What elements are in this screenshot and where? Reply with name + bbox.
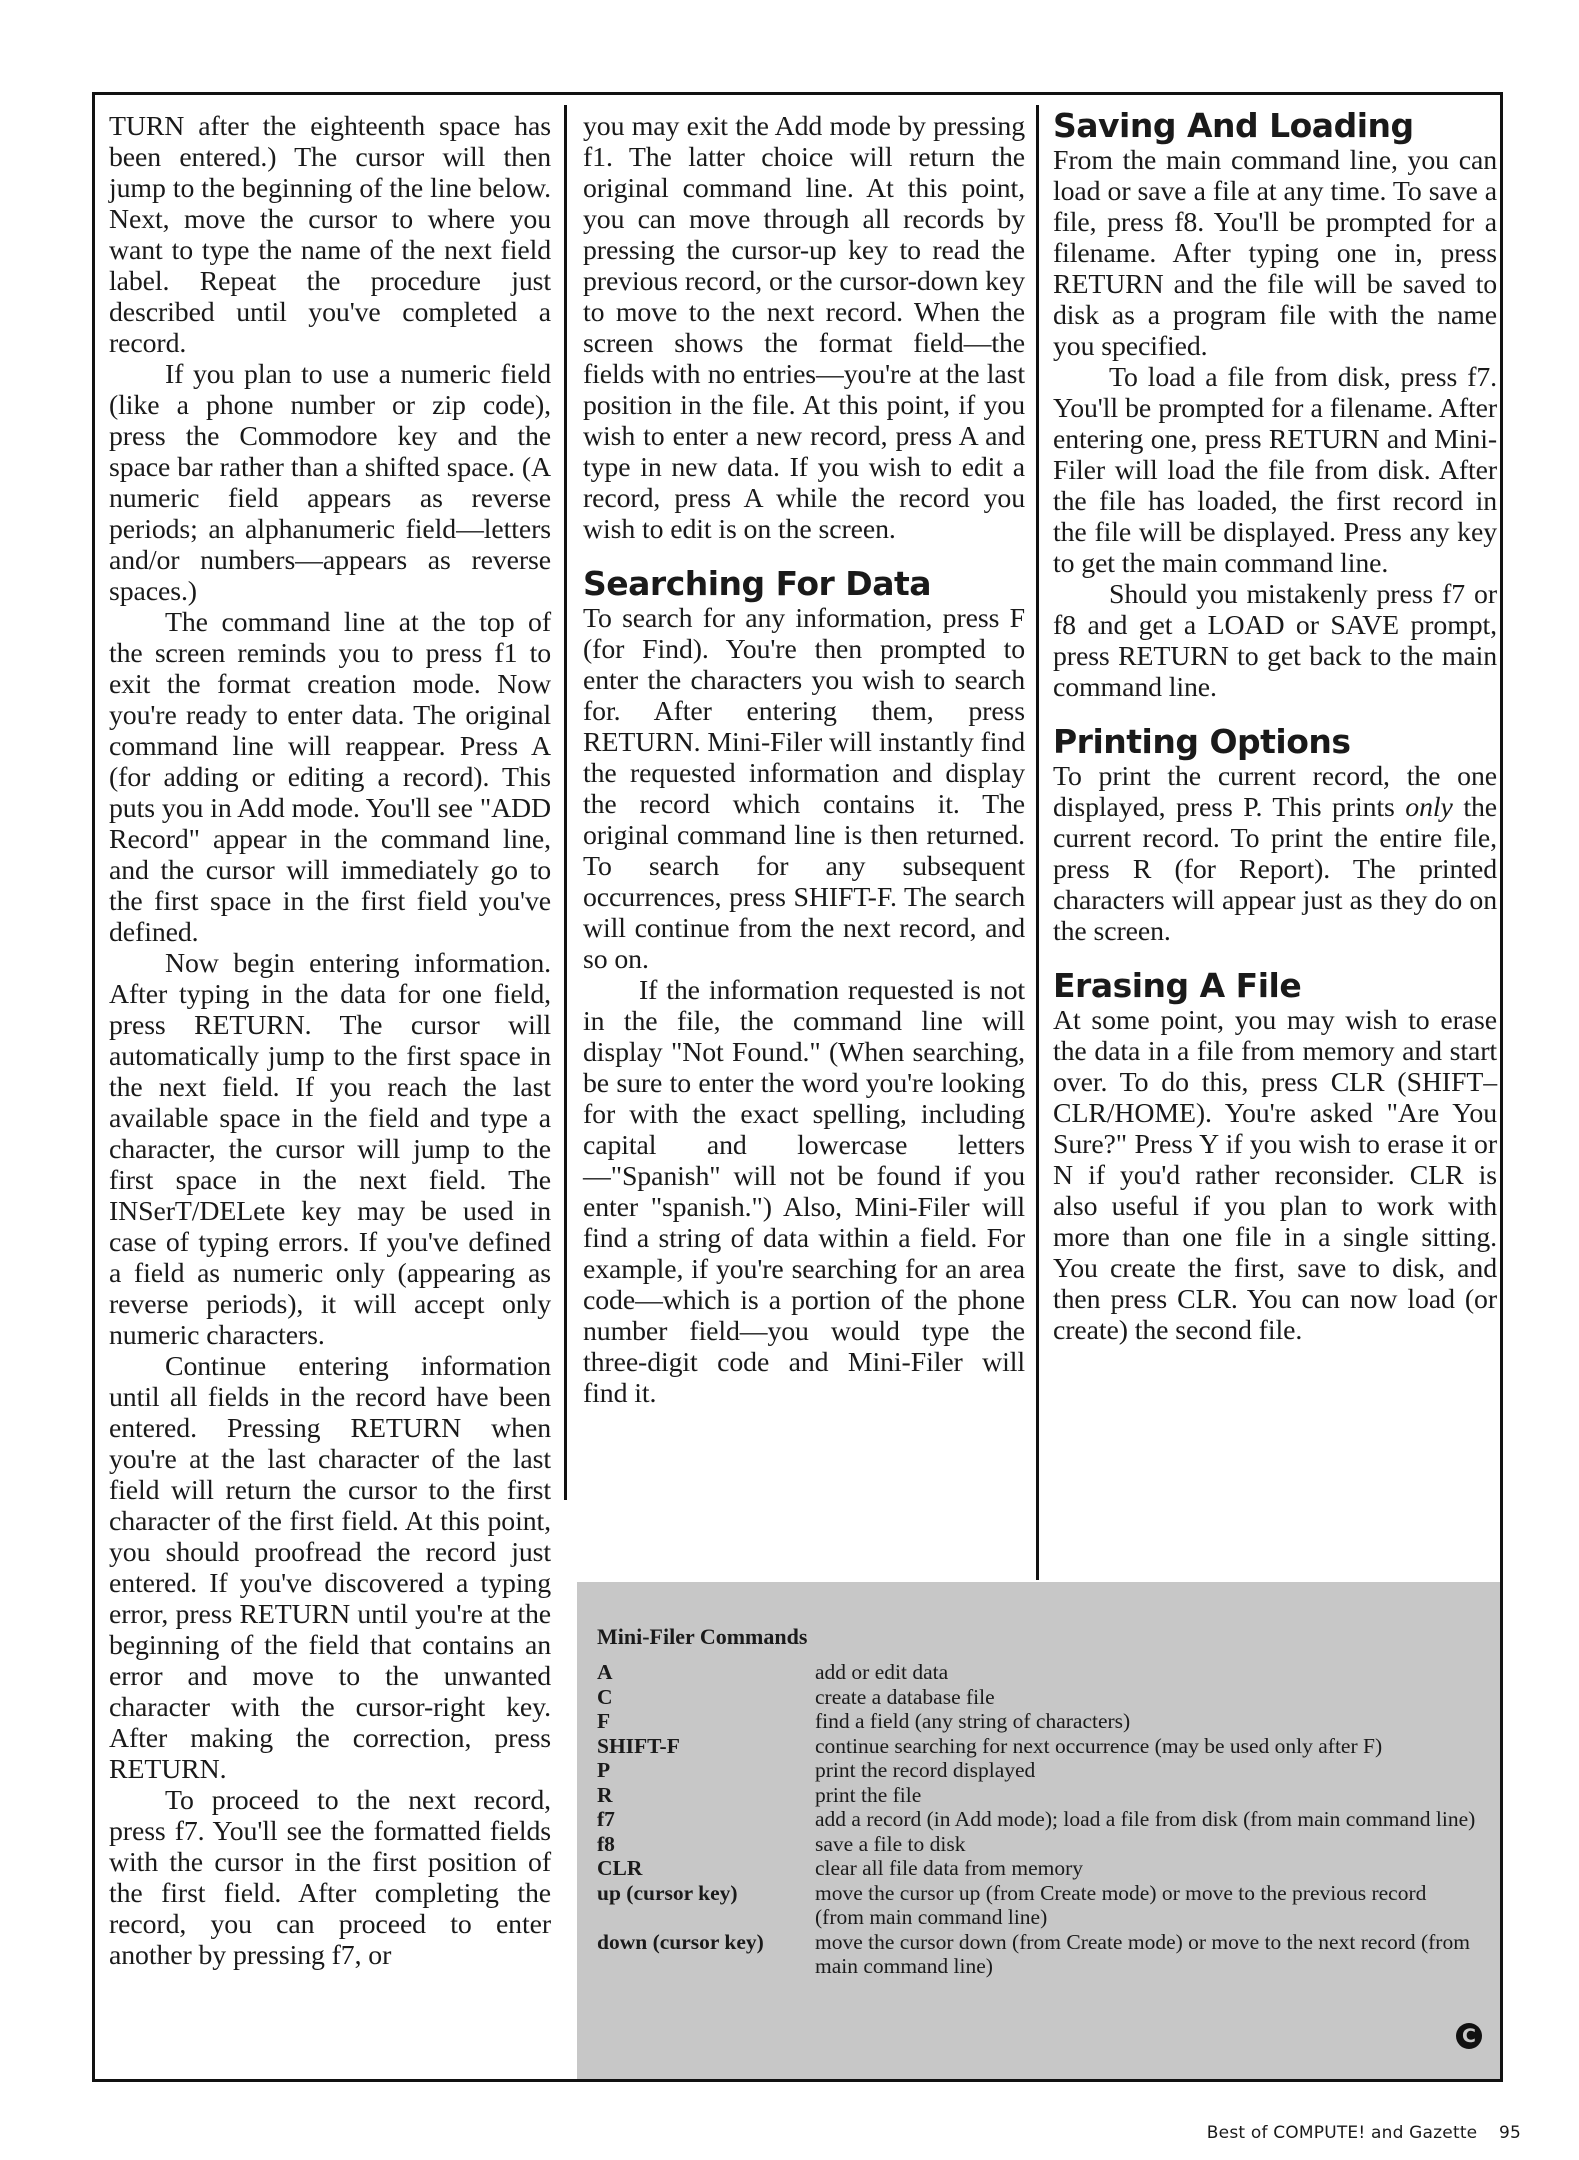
article-frame [92,92,1503,2082]
command-row [597,1930,1480,1979]
column-1 [109,111,551,1971]
column-divider [564,105,567,1500]
section-heading-erasing: Erasing A File [1053,966,1302,1005]
paragraph: If you plan to use a numeric field (like a phone number or zip code), press the Commodore key and the space bar rather than a shifted space. (A numeric field appears as reverse periods; an alphanumeric field—letters and/or numbers—appears as reverse spaces.) [109,359,551,607]
command-key: F [597,1709,611,1733]
command-row [597,1807,1480,1832]
paragraph: Should you mistakenly press f7 or f8 and get a LOAD or SAVE prompt, press RETURN to get back to the main command line. [1053,579,1497,703]
column-2 [583,111,1025,1409]
text-run: To print the current record, the one displayed, press P. This prints [1053,761,1497,823]
paragraph: TURN after the eighteenth space has been entered.) The cursor will then jump to the beginning of the line below. Next, move the cursor to where you want to type the name of the next field label. Repeat the procedure just described until you've completed a record. [109,111,551,359]
command-key: A [597,1660,613,1684]
emphasis: only [1405,792,1453,823]
command-description: add or edit data [815,1660,949,1684]
command-description: create a database file [815,1684,995,1709]
command-description: find a field (any string of characters) [815,1709,1131,1733]
paragraph [1053,761,1497,947]
page-number: 95 [1498,2123,1521,2143]
command-row [597,1832,1480,1857]
paragraph: The command line at the top of the screen reminds you to press f1 to exit the format creation mode. Now you're ready to enter data. The original command line will reappear. Press A (for adding or editing a record). This puts you in Add mode. You'll see "ADD Record" appear in the command line, and the cursor will immediately go to the first space in the first field you've defined. [109,607,551,948]
compute-logo-icon: C [1456,2023,1482,2049]
column-3 [1053,107,1497,1346]
page-footer [1207,2123,1521,2143]
commands-sidebar [577,1582,1500,2079]
command-key: R [597,1782,613,1807]
paragraph: To load a file from disk, press f7. You'll be prompted for a filename. After entering one, press RETURN and Mini-Filer will load the file from disk. After the file has loaded, the first record in the file will be displayed. Press any key to get the main command line. [1053,362,1497,579]
command-description: continue searching for next occurrence (may be used only after F) [815,1733,1383,1758]
command-key: f8 [597,1831,615,1856]
command-key: SHIFT-F [597,1733,680,1758]
text-run: the current record. To print the entire file, press R (for Report). The printed characters will appear just as they do on the screen. [1053,792,1497,947]
paragraph: From the main command line, you can load or save a file at any time. To save a file, press f8. You'll be prompted for a filename. After typing one in, press RETURN and the file will be saved to disk as a program file with the name you specified. [1053,145,1497,362]
command-description: print the file [815,1782,922,1807]
command-row [597,1856,1480,1881]
section-heading-saving: Saving And Loading [1053,106,1414,145]
section-heading-searching: Searching For Data [583,564,932,603]
command-key: C [597,1684,613,1709]
section-heading-printing: Printing Options [1053,722,1351,761]
command-description: clear all file data from memory [815,1856,1084,1880]
command-description: save a file to disk [815,1831,966,1856]
paragraph: you may exit the Add mode by pressing f1. The latter choice will return the original command line. At this point, you can move through all records by pressing the cursor-up key to read the previous record, or the cursor-down key to move to the next record. When the screen shows the format field—the fields with no entries—you're at the last position in the file. At this point, if you wish to enter a new record, press A and type in new data. If you wish to edit a record, press A while the record you wish to edit is on the screen. [583,111,1025,545]
command-row [597,1783,1480,1808]
paragraph: Now begin entering information. After typing in the data for one field, press RETURN. The cursor will automatically jump to the first space in the next field. If you reach the last available space in the field and type a character, the cursor will jump to the first space in the next field. The INSerT/DELete key may be used in case of typing errors. If you've defined a field as numeric only (appearing as reverse periods), it will accept only numeric characters. [109,948,551,1351]
paragraph: At some point, you may wish to erase the data in a file from memory and start over. To do this, press CLR (SHIFT–CLR/HOME). You're asked "Are You Sure?" Press Y if you wish to erase it or N if you'd rather reconsider. CLR is also useful if you plan to work with more than one file in a single sitting. You create the first, save to disk, and then press CLR. You can now load (or create) the second file. [1053,1005,1497,1346]
publication-name: Best of COMPUTE! and Gazette [1206,2123,1478,2143]
command-key: up (cursor key) [597,1880,738,1905]
paragraph: To proceed to the next record, press f7. You'll see the formatted fields with the cursor in the first position of the first field. After completing the record, you can proceed to enter another by pressing f7, or [109,1785,551,1971]
command-row [597,1660,1480,1685]
command-row [597,1758,1480,1783]
paragraph: Continue entering information until all fields in the record have been entered. Pressing RETURN when you're at the last character of the last field will return the cursor to the first character of the first field. At this point, you should proofread the record just entered. If you've discovered a typing error, press RETURN until you're at the beginning of the field that contains an error and move to the unwanted character with the cursor-right key. After making the correction, press RETURN. [109,1351,551,1785]
paragraph: If the information requested is not in the file, the command line will display "Not Found." (When searching, be sure to enter the word you're looking for with the exact spelling, including capital and lowercase letters—"Spanish" will not be found if you enter "spanish.") Also, Mini-Filer will find a string of data within a field. For example, if you're searching for an area code—which is a portion of the phone number field—you would type the three-digit code and Mini-Filer will find it. [583,975,1025,1409]
paragraph: To search for any information, press F (for Find). You're then prompted to enter the characters you wish to search for. After entering them, press RETURN. Mini-Filer will instantly find the requested information and display the record which contains it. The original command line is then returned. To search for any subsequent occurrences, press SHIFT-F. The search will continue from the next record, and so on. [583,603,1025,975]
command-description: move the cursor down (from Create mode) or move to the next record (from main command line) [815,1929,1470,1978]
command-row [597,1881,1480,1930]
command-key: down (cursor key) [597,1929,764,1954]
command-row [597,1685,1480,1710]
command-description: move the cursor up (from Create mode) or move to the previous record (from main command line) [815,1880,1427,1929]
command-row [597,1709,1480,1734]
command-key: P [597,1758,611,1782]
command-key: f7 [597,1807,615,1831]
command-row [597,1734,1480,1759]
commands-table [597,1660,1480,1979]
command-key: CLR [597,1856,643,1880]
command-description: add a record (in Add mode); load a file from disk (from main command line) [815,1807,1476,1831]
column-divider [1036,105,1039,1580]
command-description: print the record displayed [815,1758,1036,1782]
commands-title: Mini-Filer Commands [597,1624,808,1649]
